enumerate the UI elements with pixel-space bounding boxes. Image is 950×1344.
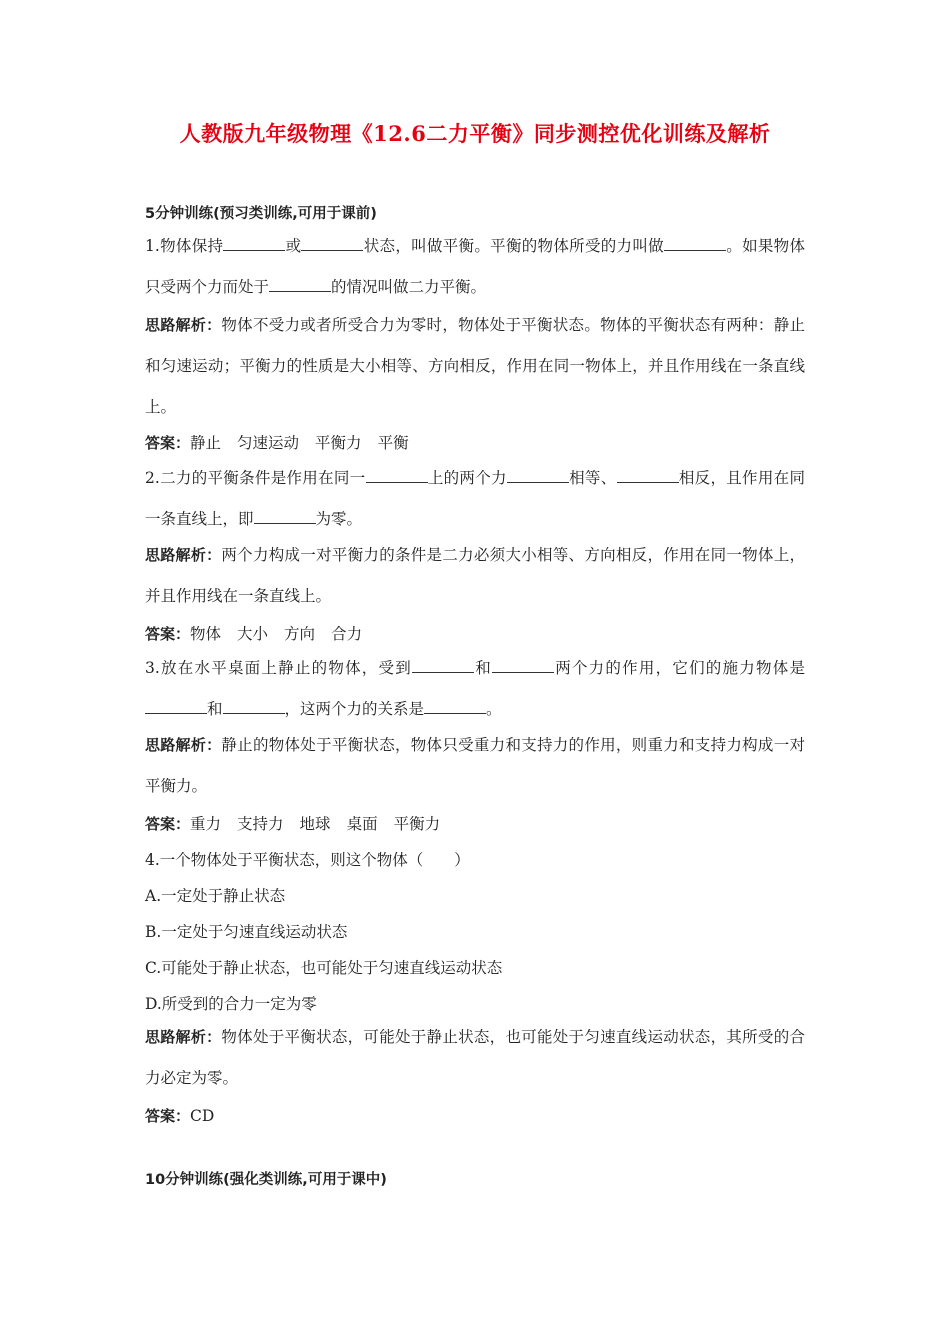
analysis-label: 思路解析： xyxy=(145,546,222,564)
answer-4 xyxy=(145,1105,805,1126)
fill-blank xyxy=(301,236,363,251)
answer-label: 答案： xyxy=(145,434,191,452)
fill-blank xyxy=(664,236,726,251)
question-text: 上的两个力 xyxy=(427,469,507,487)
question-text: 和 xyxy=(207,700,223,718)
option-b: B.一定处于匀速直线运动状态 xyxy=(145,923,348,941)
document-title: 人教版九年级物理《12.6二力平衡》同步测控优化训练及解析 xyxy=(179,121,771,146)
answer-item: 地球 xyxy=(299,815,331,833)
question-2 xyxy=(145,458,805,540)
answer-item: 合力 xyxy=(331,625,363,643)
analysis-text: 静止的物体处于平衡状态，物体只受重力和支持力的作用，则重力和支持力构成一对平衡力。 xyxy=(145,736,805,795)
question-3 xyxy=(145,648,805,730)
answer-item: 支持力 xyxy=(237,815,284,833)
analysis-1 xyxy=(145,305,805,428)
question-text: 3.放在水平桌面上静止的物体，受到 xyxy=(145,659,413,677)
answer-item: 大小 xyxy=(237,625,269,643)
fill-blank xyxy=(366,468,428,483)
answer-item: 匀速运动 xyxy=(237,434,300,452)
section-heading-5min: 5分钟训练(预习类训练,可用于课前) xyxy=(145,206,377,222)
answer-item: 重力 xyxy=(190,815,222,833)
analysis-3 xyxy=(145,725,805,807)
answer-item: CD xyxy=(190,1107,215,1125)
answer-item: 物体 xyxy=(190,625,222,643)
answer-label: 答案： xyxy=(145,625,191,643)
analysis-text: 两个力构成一对平衡力的条件是二力必须大小相等、方向相反，作用在同一物体上，并且作用线在一条直线上。 xyxy=(145,546,805,605)
answer-item: 平衡力 xyxy=(393,815,441,833)
fill-blank xyxy=(424,699,486,714)
question-text: 1.物体保持 xyxy=(145,237,224,255)
answer-item: 平衡力 xyxy=(315,434,362,452)
answer-item: 桌面 xyxy=(346,815,378,833)
question-text: 2.二力的平衡条件是作用在同一 xyxy=(145,469,366,487)
analysis-label: 思路解析： xyxy=(145,316,222,334)
question-text: 或 xyxy=(285,237,302,255)
question-text: 的情况叫做二力平衡。 xyxy=(331,278,487,296)
question-text: 状态，叫做平衡。平衡的物体所受的力叫做 xyxy=(363,237,664,255)
answer-1 xyxy=(145,431,805,453)
answer-item: 静止 xyxy=(190,434,222,452)
question-text: 。 xyxy=(486,700,502,718)
fill-blank xyxy=(254,509,316,524)
analysis-text: 物体不受力或者所受合力为零时，物体处于平衡状态。物体的平衡状态有两种：静止和匀速运动；平衡力的性质是大小相等、方向相反，作用在同一物体上，并且作用线在一条直线上。 xyxy=(145,316,805,416)
answer-label: 答案： xyxy=(145,815,191,833)
question-text: 和 xyxy=(474,659,492,677)
question-text: ，这两个力的关系是 xyxy=(284,700,425,718)
analysis-2 xyxy=(145,535,805,617)
analysis-label: 思路解析： xyxy=(145,1028,222,1046)
answer-item: 方向 xyxy=(284,625,316,643)
fill-blank xyxy=(412,658,474,673)
fill-blank xyxy=(507,468,569,483)
fill-blank xyxy=(492,658,554,673)
question-text: 相反，且作用在同一条直线上，即 xyxy=(145,469,805,528)
answer-3 xyxy=(145,812,805,834)
question-text: 为零。 xyxy=(315,510,363,528)
analysis-text: 物体处于平衡状态，可能处于静止状态，也可能处于匀速直线运动状态，其所受的合力必定为零。 xyxy=(145,1028,805,1087)
answer-2 xyxy=(145,622,805,644)
answer-item: 平衡 xyxy=(377,434,409,452)
question-text: 两个力的作用，它们的施力物体是 xyxy=(553,659,805,677)
section-heading-10min: 10分钟训练(强化类训练,可用于课中) xyxy=(145,1172,387,1188)
fill-blank xyxy=(269,277,331,292)
option-d: D.所受到的合力一定为零 xyxy=(145,995,317,1013)
analysis-label: 思路解析： xyxy=(145,736,222,754)
fill-blank xyxy=(145,699,207,714)
question-1 xyxy=(145,226,805,308)
fill-blank xyxy=(223,236,285,251)
analysis-4 xyxy=(145,1017,805,1099)
option-c: C.可能处于静止状态，也可能处于匀速直线运动状态 xyxy=(145,959,503,977)
fill-blank xyxy=(617,468,679,483)
question-text: 。如果物体只受两个力而处于 xyxy=(145,237,805,296)
answer-label: 答案： xyxy=(145,1107,191,1125)
option-a: A.一定处于静止状态 xyxy=(145,887,286,905)
question-4-stem: 4.一个物体处于平衡状态，则这个物体（ ） xyxy=(145,851,470,869)
fill-blank xyxy=(223,699,285,714)
question-text: 相等、 xyxy=(568,469,617,487)
